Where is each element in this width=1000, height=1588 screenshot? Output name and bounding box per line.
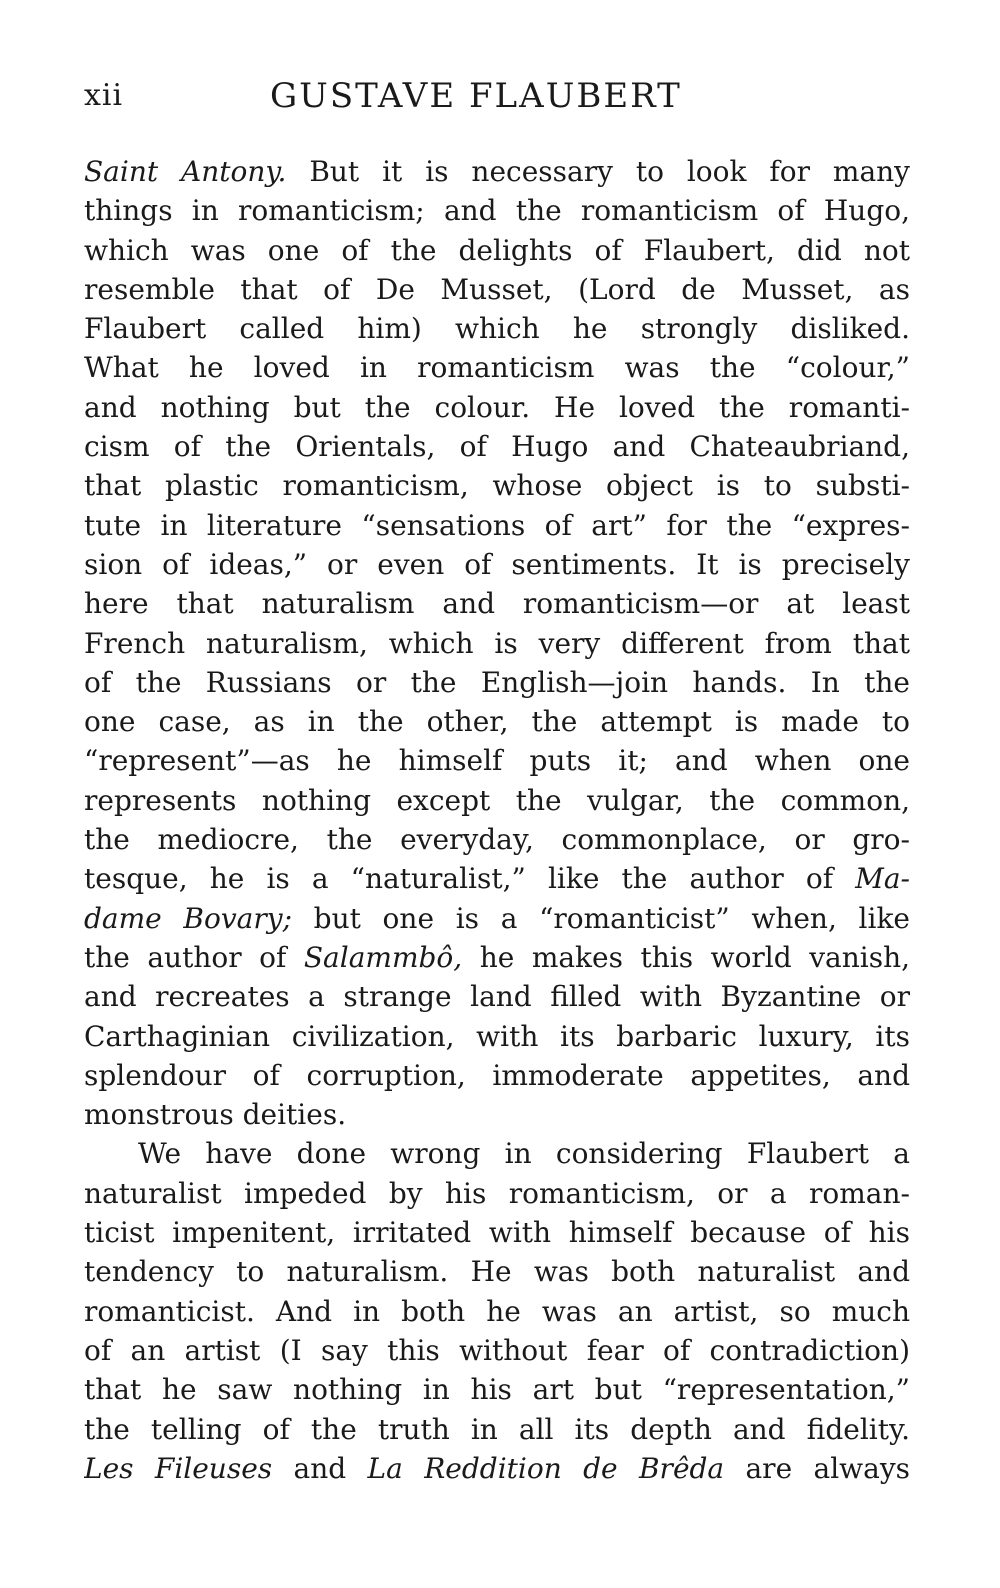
text-segment: resemble that of De Musset, (Lord de Musset, as	[84, 272, 910, 306]
text-line	[84, 348, 910, 387]
text-line	[84, 309, 910, 348]
text-segment: dame Bovary;	[84, 901, 292, 935]
text-segment: We have done wrong in considering Flaubert a	[138, 1137, 910, 1171]
text-segment: tesque, he is a “naturalist,” like the author of	[84, 862, 856, 896]
text-line	[84, 1017, 910, 1056]
text-segment: are always	[724, 1451, 910, 1485]
running-head	[84, 72, 914, 120]
text-line	[84, 1134, 910, 1173]
text-segment: Carthaginian civilization, with its barbaric luxury, its	[84, 1019, 910, 1053]
text-segment: sion of ideas,” or even of sentiments. It is precisely	[84, 547, 910, 581]
text-line	[84, 545, 910, 584]
text-line	[84, 1056, 910, 1095]
text-line	[84, 1213, 910, 1252]
text-segment: of the Russians or the English—join hands. In the	[84, 665, 910, 699]
text-segment: splendour of corruption, immoderate appetites, and	[84, 1058, 910, 1092]
text-segment: ticist impenitent, irritated with himself because of his	[84, 1216, 910, 1250]
text-segment: But it is necessary to look for many	[286, 155, 910, 188]
text-segment: the telling of the truth in all its depth and fidelity.	[84, 1412, 910, 1446]
text-line	[84, 270, 910, 309]
text-line	[84, 1449, 910, 1488]
text-line	[84, 1370, 910, 1409]
text-segment: monstrous deities.	[84, 1098, 347, 1132]
text-segment: “represent”—as he himself puts it; and when one	[84, 744, 910, 778]
text-segment: and recreates a strange land filled with Byzantine or	[84, 980, 910, 1014]
text-segment: What he loved in romanticism was the “colour,”	[84, 351, 910, 385]
text-segment: represents nothing except the vulgar, the common,	[84, 783, 910, 817]
text-segment: Flaubert called him) which he strongly disliked.	[84, 312, 910, 346]
text-line	[84, 899, 910, 938]
text-segment: cism of the Orientals, of Hugo and Chateaubriand,	[84, 430, 910, 464]
text-line	[84, 781, 910, 820]
text-segment: but one is a “romanticist” when, like	[292, 901, 910, 935]
page-number: xii	[84, 78, 124, 113]
text-segment: things in romanticism; and the romanticism of Hugo,	[84, 194, 910, 228]
body-text	[84, 152, 910, 1488]
text-line	[84, 624, 910, 663]
text-line	[84, 1410, 910, 1449]
text-line	[84, 1331, 910, 1370]
text-line	[84, 1292, 910, 1331]
text-segment: which was one of the delights of Flaubert, did not	[84, 233, 910, 267]
text-segment: French naturalism, which is very different from that	[84, 626, 910, 660]
text-segment: tendency to naturalism. He was both naturalist and	[84, 1255, 910, 1289]
text-line	[84, 938, 910, 977]
text-segment: here that naturalism and romanticism—or at least	[84, 587, 910, 621]
text-segment: he makes this world vanish,	[462, 940, 910, 974]
text-segment: Les Fileuses	[84, 1451, 273, 1485]
text-line	[84, 231, 910, 270]
paragraph-1	[84, 152, 910, 1134]
text-segment: of an artist (I say this without fear of contradiction)	[84, 1333, 910, 1367]
paragraph-2	[84, 1134, 910, 1488]
text-line	[84, 466, 910, 505]
text-line	[84, 820, 910, 859]
text-line	[84, 152, 910, 191]
text-line	[84, 859, 910, 898]
running-title: GUSTAVE FLAUBERT	[270, 76, 682, 116]
text-line	[84, 1095, 910, 1134]
text-segment: and nothing but the colour. He loved the romanti-	[84, 390, 910, 424]
text-line	[84, 427, 910, 466]
text-line	[84, 663, 910, 702]
text-line	[84, 1252, 910, 1291]
text-segment: La Reddition de Brêda	[367, 1451, 725, 1485]
text-segment: one case, as in the other, the attempt is made to	[84, 705, 910, 739]
text-line	[84, 191, 910, 230]
text-line	[84, 702, 910, 741]
text-line	[84, 388, 910, 427]
text-segment: the mediocre, the everyday, commonplace, or gro-	[84, 823, 910, 857]
text-segment: that he saw nothing in his art but “representation,”	[84, 1373, 910, 1407]
text-line	[84, 584, 910, 623]
text-segment: tute in literature “sensations of art” for the “expres-	[84, 508, 910, 542]
text-segment: Saint Antony.	[84, 155, 287, 188]
text-line	[84, 977, 910, 1016]
text-segment: that plastic romanticism, whose object is to substi-	[84, 469, 910, 503]
text-segment: romanticist. And in both he was an artist, so much	[84, 1294, 910, 1328]
text-segment: Salammbô,	[303, 940, 463, 974]
text-segment: Ma-	[855, 862, 910, 896]
text-line	[84, 1174, 910, 1213]
text-segment: and	[272, 1451, 368, 1485]
text-segment: naturalist impeded by his romanticism, or a roman-	[84, 1176, 910, 1210]
text-line	[84, 741, 910, 780]
text-line	[84, 506, 910, 545]
text-segment: the author of	[84, 940, 304, 974]
